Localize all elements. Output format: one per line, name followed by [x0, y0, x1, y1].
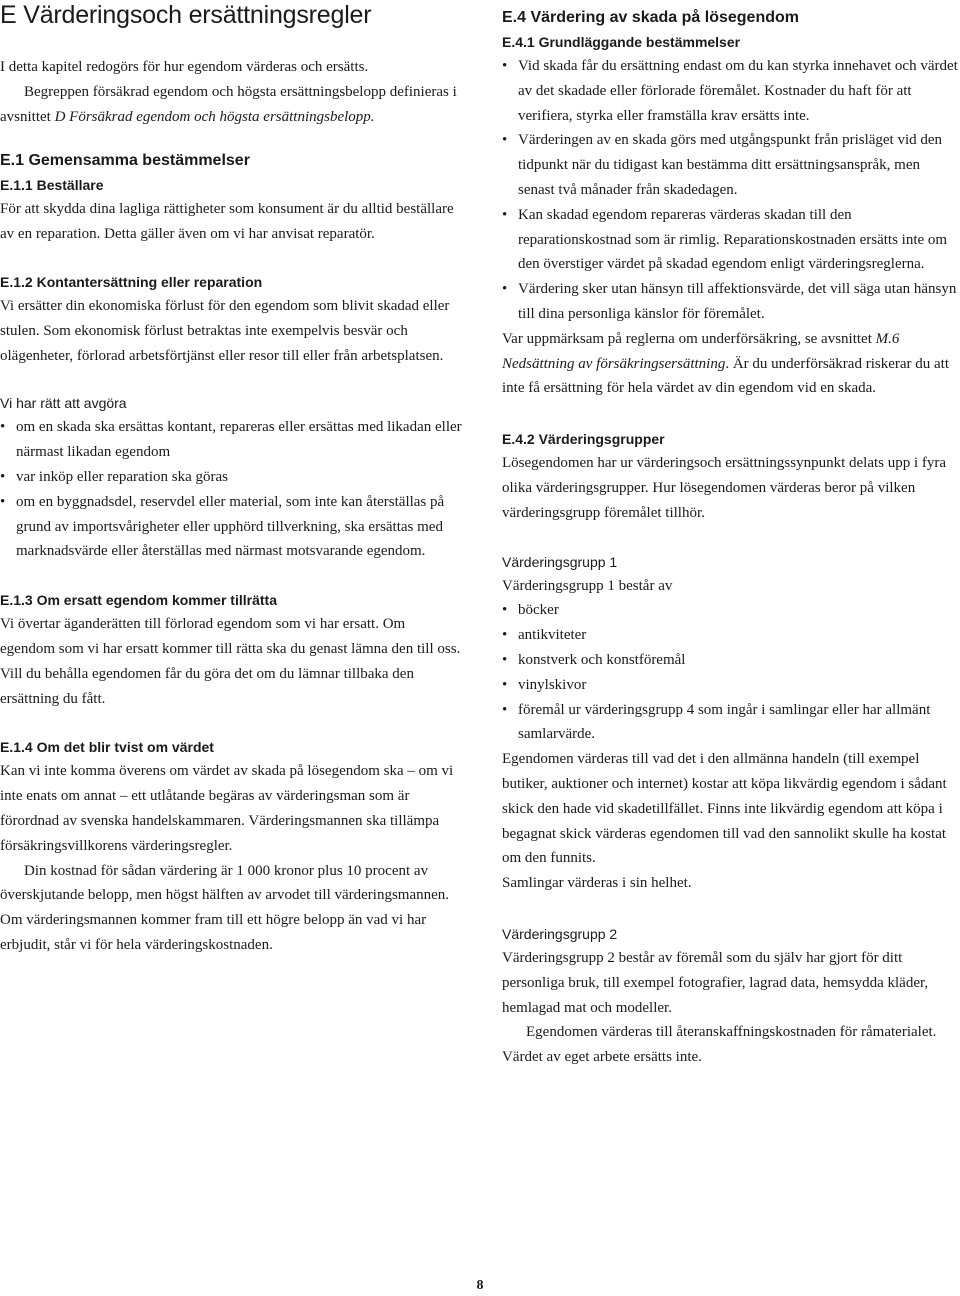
- list-item: • böcker: [502, 598, 958, 623]
- list-item: • om en skada ska ersättas kontant, repareras eller ersättas med likadan eller närmast likadan egendom: [0, 415, 462, 465]
- intro-definitions-text: Begreppen försäkrad egendom och högsta ersättningsbelopp definieras i avsnittet: [0, 83, 457, 125]
- list-item: • om en byggnadsdel, reservdel eller material, som inte kan återställas på grund av importsvårigheter eller upphörd tillverkning, ska ersättas med marknadsvärde eller återställas med närmast motsvarande egendom.: [0, 490, 462, 564]
- section-e1-4-text: Kan vi inte komma överens om värdet av skada på lösegendom ska – om vi inte enats om annat – ett utlåtande begäras av värderingsman som är förordnad av svenska handelskammaren. Värderingsmannen ska tillämpa försäkringsvillkorens värderingsregler.: [0, 763, 454, 854]
- section-e1-1-text: För att skydda dina lagliga rättigheter som konsument är du alltid beställare av en reparation. Detta gäller även om vi har anvisat reparatör.: [0, 201, 454, 243]
- group-2-valuation-text: Egendomen värderas till återanskaffningskostnaden för råmaterialet. Värdet av eget arbete ersätts inte.: [502, 1024, 937, 1066]
- list-item: • Värdering sker utan hänsyn till affektionsvärde, det vill säga utan hänsyn till dina personliga känslor för föremålet.: [502, 277, 958, 327]
- chapter-title: E Värderingsoch ersättningsregler: [0, 1, 372, 29]
- underinsurance-note-text: Var uppmärksam på reglerna om underförsäkring, se avsnittet: [502, 330, 876, 347]
- section-e1-2-heading: E.1.2 Kontantersättning eller reparation: [0, 273, 263, 290]
- group-1-heading: Värderingsgrupp 1: [502, 553, 618, 570]
- section-e1-4-cost-text: Din kostnad för sådan värdering är 1 000 kronor plus 10 procent av överskjutande belopp, men högst hälften av arvodet till värderingsmannen. Om värderingsmannen kommer fram till ett högre belopp än vad vi har erbjudit, står vi för hela värderingskostnaden.: [0, 862, 450, 953]
- group-1-valuation-text: Egendomen värderas till vad det i den allmänna handeln (till exempel butiker, auktioner och internet) kostar att köpa likvärdig egendom i sådant skick den hade vid skadetillfället. Finns inte likvärdig egendom att köpa i begagnat skick värderas egendomen till vad den sannolikt skulle ha kostat om den funnits.: [502, 751, 947, 867]
- list-item: • antikviteter: [502, 623, 958, 648]
- underinsurance-note-text-end: . Är du underförsäkrad riskerar du att inte få ersättning för hela värdet av din egendom vid en skada.: [502, 355, 950, 397]
- list-item: • vinylskivor: [502, 673, 958, 698]
- right-column: [502, 0, 958, 1070]
- group-1-collections-text: Samlingar värderas i sin helhet.: [502, 875, 692, 892]
- section-e1-3-text: Vi övertar äganderätten till förlorad egendom som vi har ersatt. Om egendom som vi har ersatt kommer till rätta ska du genast lämna den till oss. Vill du behålla egendomen får du göra det om du lämnar tillbaka den ersättning du fått.: [0, 616, 461, 707]
- section-m6-reference: M.6 Nedsättning av försäkringsersättning: [502, 330, 900, 372]
- avgora-heading: Vi har rätt att avgöra: [0, 395, 127, 412]
- underinsurance-note: [502, 327, 958, 401]
- section-e4-heading: E.4 Värdering av skada på lösegendom: [502, 9, 799, 26]
- list-item: • Vid skada får du ersättning endast om du kan styrka innehavet och värdet av det skadade eller förlorade föremålet. Kostnader du haft för att verifiera, styrka eller framställa krav ersätts inte.: [502, 54, 958, 128]
- list-item: • Värderingen av en skada görs med utgångspunkt från prisläget vid den tidpunkt när du tidigast kan bestämma ditt ersättningsanspråk, men senast två månader från skadedagen.: [502, 128, 958, 202]
- group-2-heading: Värderingsgrupp 2: [502, 925, 618, 942]
- avgora-list: [0, 415, 462, 564]
- left-column: [0, 0, 462, 958]
- basic-rules-list: [502, 54, 958, 327]
- section-e4-2-text: Lösegendomen har ur värderingsoch ersättningssynpunkt delats upp i fyra olika värderingsgrupper. Hur lösegendomen värderas beror på vilken värderingsgrupp föremålet tillhör.: [502, 455, 947, 521]
- list-item: • var inköp eller reparation ska göras: [0, 465, 462, 490]
- group-2-text: Värderingsgrupp 2 består av föremål som du själv har gjort för ditt personliga bruk, till exempel fotografier, lagrad data, hemsydda kläder, hemlagad mat och modeller.: [502, 949, 929, 1016]
- intro-definitions-paragraph: [0, 80, 462, 130]
- list-item: • föremål ur värderingsgrupp 4 som ingår i samlingar eller har allmänt samlarvärde.: [502, 698, 958, 748]
- section-e4-1-heading: E.4.1 Grundläggande bestämmelser: [502, 34, 741, 50]
- section-e1-4-heading: E.1.4 Om det blir tvist om värdet: [0, 739, 214, 756]
- group-1-intro: Värderingsgrupp 1 består av: [502, 577, 673, 594]
- section-e1-1-heading: E.1.1 Beställare: [0, 177, 104, 194]
- section-e1-3-heading: E.1.3 Om ersatt egendom kommer tillrätta: [0, 592, 277, 609]
- section-d-reference: D Försäkrad egendom och högsta ersättningsbelopp.: [54, 108, 375, 125]
- section-e1-2-text: Vi ersätter din ekonomiska förlust för den egendom som blivit skadad eller stulen. Som ekonomisk förlust betraktas inte exempelvis besvär och olägenheter, förlorad arbetsförtjänst eller resor till eller från arbetsplatsen.: [0, 297, 450, 364]
- group-1-list: [502, 598, 958, 747]
- list-item: • Kan skadad egendom repareras värderas skadan till den reparationskostnad som är rimlig. Reparationskostnaden ersätts inte om den överstiger värdet på skadad egendom enligt värderingsreglerna.: [502, 203, 958, 277]
- list-item: • konstverk och konstföremål: [502, 648, 958, 673]
- section-e4-2-heading: E.4.2 Värderingsgrupper: [502, 431, 665, 448]
- page-number: 8: [476, 1278, 484, 1293]
- intro-paragraph: I detta kapitel redogörs för hur egendom värderas och ersätts.: [0, 59, 369, 75]
- section-e1-heading: E.1 Gemensamma bestämmelser: [0, 152, 250, 170]
